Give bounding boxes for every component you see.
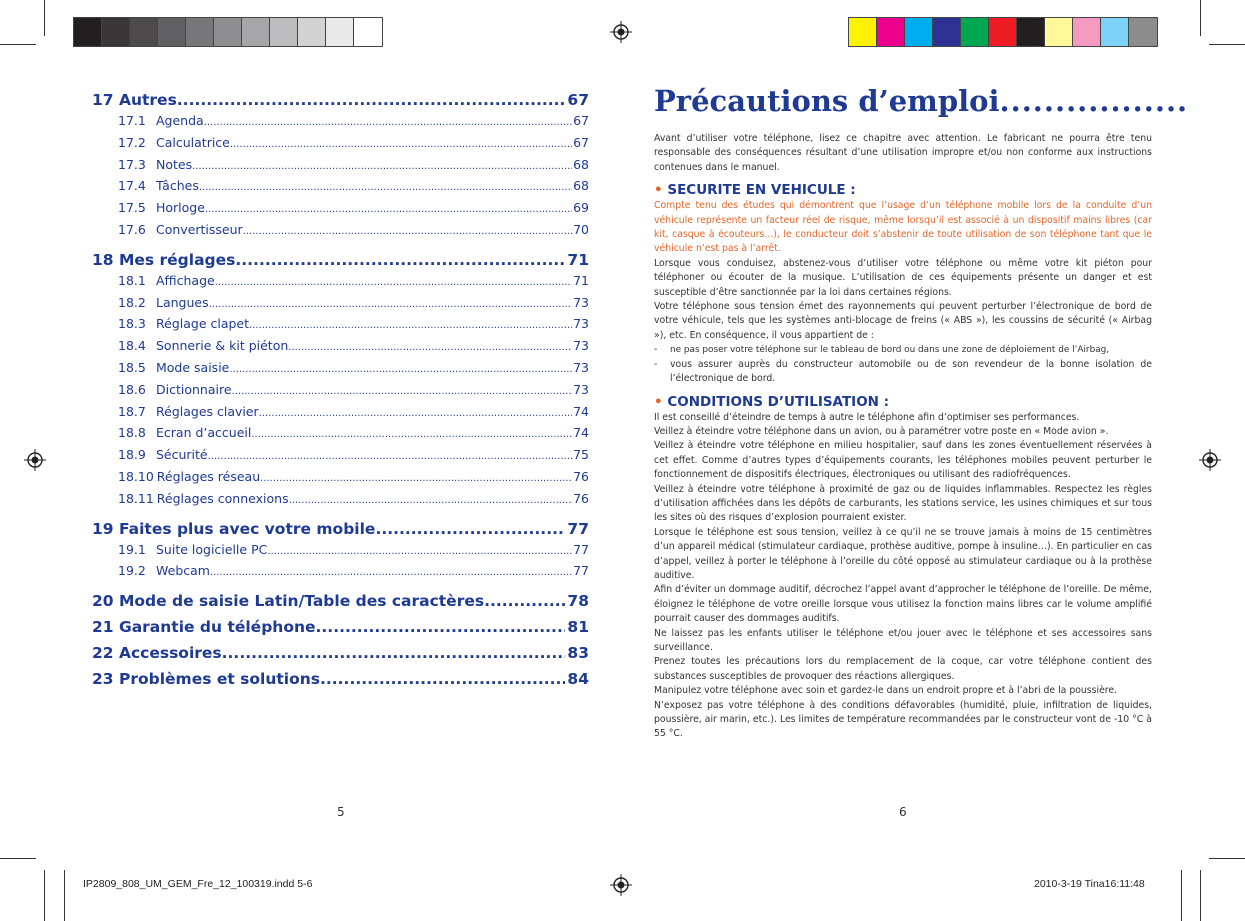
color-swatch — [961, 18, 989, 46]
registration-mark-icon — [610, 21, 632, 43]
toc-section-title: Convertisseur — [156, 221, 243, 237]
crop-mark — [0, 44, 36, 45]
toc-page-number: 73 — [573, 316, 589, 332]
toc-section-entry — [92, 445, 589, 467]
toc-section-title: Réglages réseau — [156, 468, 261, 484]
color-swatch — [905, 18, 933, 46]
toc-section-title: Mode saisie — [156, 359, 230, 375]
dash-marker: - — [654, 344, 658, 356]
toc-page-number: 78 — [567, 592, 589, 611]
paragraph: Prenez toutes les précautions lors du remplacement de la coque, car votre téléphone contient des substances susceptibles de provoquer des réactions allergiques. — [654, 656, 1152, 682]
crop-mark — [0, 858, 36, 859]
toc-section-title: Webcam — [156, 563, 210, 579]
color-swatch — [242, 18, 270, 46]
toc-section-title: Réglages connexions — [156, 490, 289, 506]
toc-leader-dots — [192, 157, 572, 177]
toc-page-number: 67 — [573, 113, 589, 128]
toc-page-number: 71 — [573, 272, 589, 288]
section-bullet: • — [654, 393, 663, 410]
paragraph: Votre téléphone sous tension émet des rayonnements qui peuvent perturber l’électronique de bord de votre véhicule, tels que les systèmes anti-blocage de freins (« ABS »), les coussins de sécurité (« Airbag »), etc. En conséquence, il vous appartient de : — [654, 301, 1152, 341]
toc-section-title: Calculatrice — [156, 134, 230, 150]
toc-page-number: 68 — [573, 178, 589, 194]
color-swatch — [326, 18, 354, 46]
color-swatch — [1017, 18, 1045, 46]
crop-mark — [1200, 870, 1201, 921]
toc-leader-dots — [484, 591, 565, 612]
toc-section-title: Agenda — [156, 113, 204, 128]
color-swatch — [298, 18, 326, 46]
toc-section-number: 18.7 — [118, 403, 146, 419]
toc-chapter-title: 18 Mes réglages — [92, 250, 236, 269]
toc-section-title: Sécurité — [156, 447, 208, 463]
color-swatch — [989, 18, 1017, 46]
intro-paragraph: Avant d’utiliser votre téléphone, lisez ce chapitre avec attention. Le fabricant ne pourra être tenu responsable des conséquences résultant d’une utilisation impropre et/ou non conforme aux instructions contenues dans le manuel. — [654, 133, 1152, 173]
toc-section-number: 18.1 — [118, 272, 146, 288]
toc-page-number: 77 — [567, 519, 589, 538]
toc-section-entry — [92, 489, 589, 511]
paragraph: Lorsque vous conduisez, abstenez-vous d’utiliser votre téléphone ou même votre kit piéton pour téléphoner ou écouter de la musique. L’utilisation de ces équipements présente un danger et est susceptible d’être sanctionnée par la loi dans certaines régions. — [654, 257, 1152, 298]
toc-page-number: 68 — [573, 156, 589, 172]
toc-section-title: Affichage — [156, 272, 215, 288]
toc-page-number: 67 — [573, 134, 589, 150]
registration-mark-icon — [1199, 449, 1221, 471]
color-swatch — [130, 18, 158, 46]
toc-page-number: 73 — [573, 338, 589, 354]
toc-leader-dots — [230, 135, 572, 155]
toc-page-number: 83 — [567, 644, 589, 663]
toc-chapter-entry — [92, 643, 589, 664]
section-heading-conditions — [654, 393, 1152, 411]
paragraph: Veillez à éteindre votre téléphone dans un avion, ou à paramétrer votre poste en « Mode avion ». — [654, 425, 1109, 437]
toc-page-number: 67 — [567, 91, 589, 109]
toc-section-title: Horloge — [156, 200, 205, 216]
toc-leader-dots — [375, 519, 565, 540]
toc-leader-dots — [205, 200, 572, 220]
toc-page-number: 74 — [573, 403, 589, 419]
toc-section-title: Réglages clavier — [156, 403, 259, 419]
section-title: SECURITE EN VEHICULE : — [667, 182, 856, 199]
toc-section-entry — [92, 220, 589, 242]
page-number-right: 6 — [899, 805, 907, 819]
color-swatch — [158, 18, 186, 46]
toc-section-entry — [92, 380, 589, 402]
crop-mark — [1181, 870, 1182, 921]
color-swatch — [1073, 18, 1101, 46]
toc-page-number: 74 — [573, 425, 589, 441]
paragraph: Manipulez votre téléphone avec soin et gardez-le dans un endroit propre et à l’abri de la poussière. — [654, 685, 1118, 697]
color-swatch — [1045, 18, 1073, 46]
toc-page-number: 75 — [573, 447, 589, 463]
color-swatch — [849, 18, 877, 46]
toc-spacer — [92, 242, 589, 250]
precautions-page — [654, 84, 1189, 742]
toc-section-entry — [92, 540, 589, 562]
toc-page-number: 73 — [573, 381, 589, 397]
toc-chapter-entry — [92, 669, 589, 690]
process-color-bar — [848, 17, 1158, 47]
toc-section-entry — [92, 336, 589, 358]
toc-leader-dots — [204, 113, 572, 133]
color-swatch — [102, 18, 130, 46]
toc-section-title: Réglage clapet — [156, 316, 250, 332]
paragraph: Ne laissez pas les enfants utiliser le téléphone et/ou jouer avec le téléphone et ses accessoires sans surveillance. — [654, 627, 1152, 653]
toc-section-entry — [92, 293, 589, 315]
paragraph: Veillez à éteindre votre téléphone en milieu hospitalier, sauf dans les zones éventuellement réservées à cet effet. Comme d’autres types d’équipements courants, les téléphones mobiles peuvent perturber le fonctionnement de dispositifs électriques, électroniques ou utilisant des radiofréquences. — [654, 440, 1152, 481]
toc-leader-dots — [288, 338, 572, 358]
toc-leader-dots — [259, 404, 572, 424]
toc-leader-dots — [222, 643, 566, 664]
section-title: CONDITIONS D’UTILISATION : — [667, 393, 890, 410]
toc-section-title: Sonnerie & kit piéton — [156, 338, 289, 354]
crop-mark — [1209, 44, 1245, 45]
toc-chapter-title: 20 Mode de saisie Latin/Table des caractères — [92, 592, 485, 611]
toc-page-number: 77 — [573, 563, 589, 579]
toc-section-number: 18.8 — [118, 425, 146, 441]
color-swatch — [877, 18, 905, 46]
toc-page-number: 73 — [573, 359, 589, 375]
toc-leader-dots — [320, 669, 565, 690]
toc-section-title: Suite logicielle PC — [156, 541, 268, 557]
color-swatch — [1129, 18, 1157, 46]
toc-spacer — [92, 511, 589, 519]
grayscale-color-bar — [73, 17, 383, 47]
page-number-left: 5 — [337, 805, 345, 819]
toc-leader-dots — [208, 447, 572, 467]
toc-page-number: 81 — [567, 618, 589, 637]
crop-mark — [1200, 0, 1201, 36]
toc-chapter-title: 19 Faites plus avec votre mobile — [92, 519, 376, 538]
toc-page-number: 69 — [573, 200, 589, 216]
toc-leader-dots — [199, 178, 572, 198]
registration-mark-icon — [24, 449, 46, 471]
toc-chapter-title: 23 Problèmes et solutions — [92, 670, 320, 689]
toc-page-number: 70 — [573, 221, 589, 237]
color-swatch — [270, 18, 298, 46]
toc-section-number: 18.5 — [118, 359, 146, 375]
crop-mark — [44, 0, 45, 36]
list-item-text: ne pas poser votre téléphone sur le tableau de bord ou dans une zone de déploiement de l’Airbag, — [670, 345, 1110, 356]
toc-chapter-entry — [92, 519, 589, 540]
paragraph: Afin d’éviter un dommage auditif, décrochez l’appel avant d’approcher le téléphone de l’oreille. De même, éloignez le téléphone de votre oreille lorsque vous utilisez la fonction mains libres car le volume amplifié pourrait causer des dommages auditifs. — [654, 584, 1152, 625]
list-item-text: vous assurer auprès du constructeur automobile ou de son revendeur de la bonne isolation de l’électronique de bord. — [670, 358, 1152, 385]
color-swatch — [214, 18, 242, 46]
toc-leader-dots — [215, 273, 572, 293]
toc-section-number: 17.6 — [118, 221, 146, 237]
toc-section-entry — [92, 561, 589, 583]
paragraph: Veillez à éteindre votre téléphone à proximité de gaz ou de liquides inflammables. Respectez les règles d’utilisation affichées dans les dépôts de carburants, les stations service, les usines chimiques et sur tous les sites où des risques d’explosion pourraient exister. — [654, 483, 1152, 524]
toc-chapter-entry — [92, 250, 589, 271]
toc-section-entry — [92, 111, 589, 133]
toc-section-entry — [92, 176, 589, 198]
toc-leader-dots — [251, 425, 572, 445]
toc-leader-dots — [260, 469, 572, 489]
toc-section-title: Ecran d’accueil — [156, 425, 252, 441]
color-swatch — [74, 18, 102, 46]
toc-leader-dots — [243, 222, 572, 242]
toc-leader-dots — [267, 542, 572, 562]
toc-section-number: 17.5 — [118, 200, 146, 216]
section-heading-vehicle — [654, 181, 1152, 199]
toc-leader-dots — [210, 563, 572, 583]
dash-marker: - — [654, 358, 658, 370]
toc-section-number: 18.9 — [118, 447, 146, 463]
toc-leader-dots — [229, 360, 572, 380]
toc-section-entry — [92, 271, 589, 293]
toc-leader-dots — [316, 617, 566, 638]
toc-page-number: 73 — [573, 294, 589, 310]
toc-section-number: 18.3 — [118, 316, 146, 332]
toc-leader-dots — [249, 316, 572, 336]
toc-page-number: 71 — [567, 250, 589, 269]
color-swatch — [933, 18, 961, 46]
toc-section-entry — [92, 133, 589, 155]
toc-chapter-entry — [92, 617, 589, 638]
toc-section-entry — [92, 402, 589, 424]
toc-section-number: 18.11 — [118, 490, 154, 506]
section-bullet: • — [654, 182, 663, 199]
list-item — [654, 343, 1152, 357]
toc-leader-dots — [289, 491, 573, 511]
toc-chapter-entry — [92, 90, 589, 111]
toc-spacer — [92, 583, 589, 591]
toc-section-number: 17.1 — [118, 113, 146, 128]
page-title-text: Précautions d’emploi — [654, 84, 1000, 118]
toc-section-entry — [92, 198, 589, 220]
toc-section-entry — [92, 155, 589, 177]
toc-section-number: 18.6 — [118, 381, 146, 397]
toc-section-entry — [92, 467, 589, 489]
vehicle-warning-paragraph: Compte tenu des études qui démontrent que l’usage d’un téléphone mobile lors de la conduite d’un véhicule représente un facteur réel de risque, même lorsqu’il est associé à un dispositif mains libres (car kit, casque à écouteurs...), le conducteur doit s’abstenir de toute utilisation de son téléphone tant que le véhicule n’est pas à l’arrêt. — [654, 200, 1152, 255]
color-swatch — [1101, 18, 1129, 46]
toc-page-number: 84 — [567, 670, 589, 689]
toc-section-number: 19.2 — [118, 563, 146, 579]
toc-section-number: 18.2 — [118, 294, 146, 310]
toc-page-number: 76 — [573, 490, 589, 506]
toc-section-title: Notes — [156, 156, 193, 172]
paragraph: Il est conseillé d’éteindre de temps à autre le téléphone afin d’optimiser ses performances. — [654, 411, 1080, 423]
toc-section-number: 18.10 — [118, 468, 154, 484]
toc-chapter-title: 17 Autres — [92, 91, 177, 109]
crop-mark — [64, 870, 65, 921]
list-item — [654, 358, 1152, 387]
toc-section-number: 17.4 — [118, 178, 146, 194]
color-swatch — [186, 18, 214, 46]
table-of-contents — [92, 90, 589, 690]
page-title-dots: ................. — [999, 84, 1189, 118]
toc-leader-dots — [177, 90, 566, 111]
toc-section-entry — [92, 423, 589, 445]
toc-section-title: Tâches — [156, 178, 199, 194]
toc-section-number: 19.1 — [118, 541, 146, 557]
paragraph: N’exposez pas votre téléphone à des conditions défavorables (humidité, pluie, infiltration de liquides, poussière, air marin, etc.). Les limites de température recommandées par le constructeur vont de -10 °C à 55 °C. — [654, 699, 1152, 740]
toc-section-number: 18.4 — [118, 338, 146, 354]
toc-page-number: 77 — [573, 541, 589, 557]
registration-mark-icon — [610, 874, 632, 896]
footer-filename: IP2809_808_UM_GEM_Fre_12_100319.indd 5-6 — [83, 878, 313, 890]
toc-section-title: Dictionnaire — [156, 381, 232, 397]
toc-chapter-entry — [92, 591, 589, 612]
toc-section-entry — [92, 314, 589, 336]
toc-section-entry — [92, 358, 589, 380]
toc-page-number: 76 — [573, 468, 589, 484]
paragraph: Lorsque le téléphone est sous tension, veillez à ce qu’il ne se trouve jamais à moins de 15 centimètres d’un appareil médical (stimulateur cardiaque, prothèse auditive, pompe à insuline…). En particulier en cas d’appel, veillez à porter le téléphone à l’oreille du côté opposé au stimulateur cardiaque ou à la prothèse auditive. — [654, 526, 1152, 581]
crop-mark — [44, 870, 45, 921]
toc-leader-dots — [232, 382, 573, 402]
toc-section-title: Langues — [156, 294, 209, 310]
page-title — [654, 84, 1189, 118]
toc-chapter-title: 22 Accessoires — [92, 644, 222, 663]
color-swatch — [354, 18, 382, 46]
footer-timestamp: 2010-3-19 Tina16:11:48 — [1034, 878, 1145, 890]
toc-chapter-title: 21 Garantie du téléphone — [92, 618, 316, 637]
toc-leader-dots — [209, 295, 572, 315]
toc-section-number: 17.2 — [118, 134, 146, 150]
toc-leader-dots — [235, 250, 565, 271]
crop-mark — [1209, 858, 1245, 859]
toc-section-number: 17.3 — [118, 156, 146, 172]
